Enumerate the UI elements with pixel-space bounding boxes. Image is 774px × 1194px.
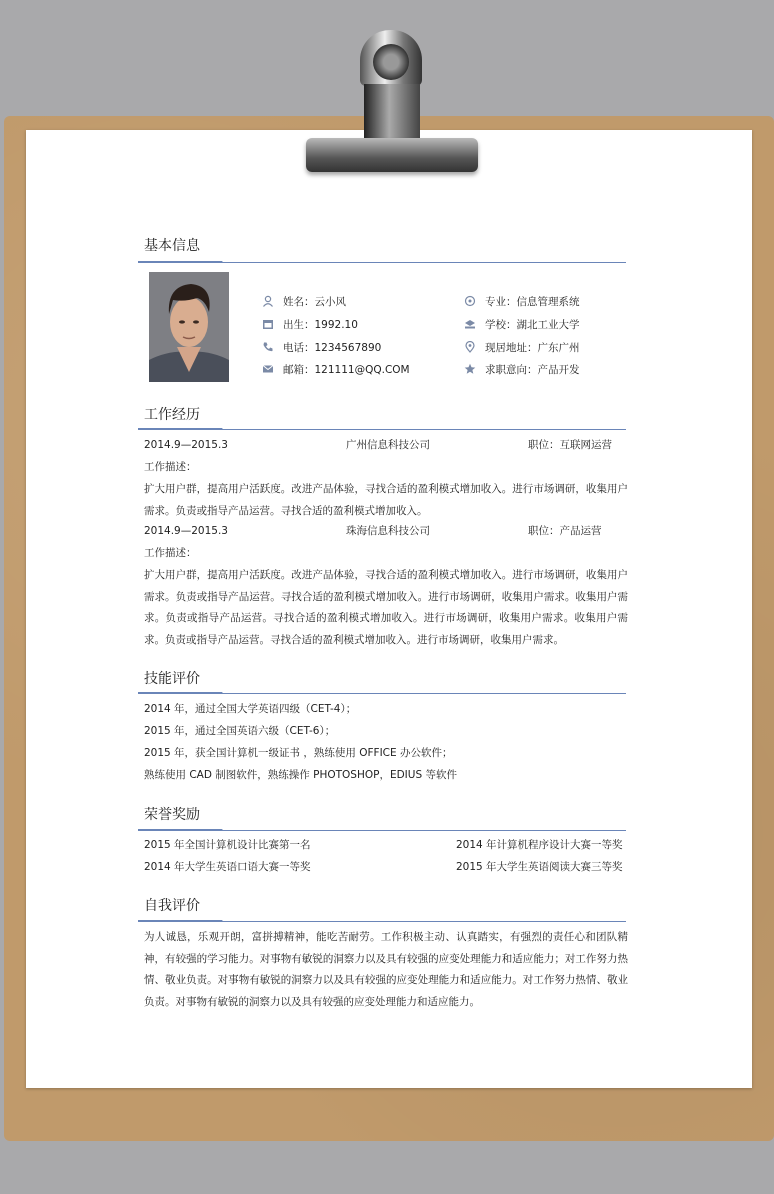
work-desc: 扩大用户群，提高用户活跃度。改进产品体验，寻找合适的盈利模式增加收入。进行市场调研，收集用户需求。负责或指导产品运营。寻找合适的盈利模式增加收入。进行市场调研，收集用户需求。收集用户需求。负责或指导产品运营。寻找合适的盈利模式增加收入。进行市场调研，收集用户需求。收集用户需求。负责或指导产品运营。寻找合适的盈利模式增加收入。进行市场调研，收集用户需求。	[144, 569, 628, 646]
binder-clip-base	[306, 138, 478, 172]
phone-icon	[262, 341, 274, 353]
info-phone: 电话：1234567890	[262, 340, 381, 354]
location-icon	[464, 341, 476, 353]
honor-item: 2015 年大学生英语阅读大赛三等奖	[456, 861, 623, 873]
section-divider	[138, 676, 626, 694]
section-title-skills: 技能评价	[144, 671, 200, 687]
work-period: 2014.9—2015.3	[144, 525, 228, 537]
self-eval: 为人诚恳，乐观开朗，富拼搏精神，能吃苦耐劳。工作积极主动、认真踏实，有强烈的责任心和团队精神，有较强的学习能力。对事物有敏锐的洞察力以及具有较强的应变处理能力和适应能力；对工作努力热情、敬业负责。对事物有敏锐的洞察力以及具有较强的应变处理能力和适应能力。对工作努力热情、敬业负责。对事物有敏锐的洞察力以及具有较强的应变处理能力和适应能力。	[144, 931, 628, 1008]
work-company: 珠海信息科技公司	[346, 525, 430, 537]
person-icon	[262, 295, 274, 307]
work-desc: 扩大用户群，提高用户活跃度。改进产品体验，寻找合适的盈利模式增加收入。进行市场调研，收集用户需求。负责或指导产品运营。寻找合适的盈利模式增加收入。	[144, 483, 628, 517]
work-position: 职位：互联网运营	[528, 439, 612, 451]
work-period: 2014.9—2015.3	[144, 439, 228, 451]
binder-clip-body	[364, 84, 420, 142]
target-icon	[464, 295, 476, 307]
info-address: 现居地址：广东广州	[464, 340, 580, 354]
binder-clip-hole	[373, 44, 409, 80]
skill-item: 2015 年，获全国计算机一级证书 ，熟练使用 OFFICE 办公软件；	[144, 747, 453, 759]
avatar-photo	[149, 272, 229, 382]
info-major: 专业：信息管理系统	[464, 294, 580, 308]
honor-item: 2014 年大学生英语口语大赛一等奖	[144, 861, 311, 873]
skill-item: 2015 年，通过全国英语六级（CET-6）；	[144, 725, 336, 737]
section-title-work: 工作经历	[144, 407, 200, 423]
section-title-honors: 荣誉奖励	[144, 807, 200, 823]
info-intention: 求职意向：产品开发	[464, 362, 580, 376]
skill-item: 熟练使用 CAD 制图软件，熟练操作 PHOTOSHOP，EDIUS 等软件	[144, 769, 457, 781]
honor-item: 2015 年全国计算机设计比赛第一名	[144, 839, 311, 851]
work-company: 广州信息科技公司	[346, 439, 430, 451]
work-desc-label: 工作描述：	[144, 547, 197, 559]
honor-item: 2014 年计算机程序设计大赛一等奖	[456, 839, 623, 851]
mail-icon	[262, 363, 274, 375]
section-title-basic: 基本信息	[144, 238, 200, 254]
work-desc-label: 工作描述：	[144, 461, 197, 473]
section-divider	[138, 412, 626, 430]
info-name: 姓名：云小风	[262, 294, 346, 308]
skill-item: 2014 年，通过全国大学英语四级（CET-4）；	[144, 703, 357, 715]
section-divider	[138, 904, 626, 922]
section-title-self: 自我评价	[144, 898, 200, 914]
calendar-icon	[262, 318, 274, 330]
info-email: 邮箱：121111@QQ.COM	[262, 362, 410, 376]
school-icon	[464, 318, 476, 330]
info-birth: 出生：1992.10	[262, 317, 358, 331]
section-divider	[138, 813, 626, 831]
work-position: 职位：产品运营	[528, 525, 602, 537]
info-school: 学校：湖北工业大学	[464, 317, 580, 331]
star-icon	[464, 363, 476, 375]
section-divider	[138, 245, 626, 263]
